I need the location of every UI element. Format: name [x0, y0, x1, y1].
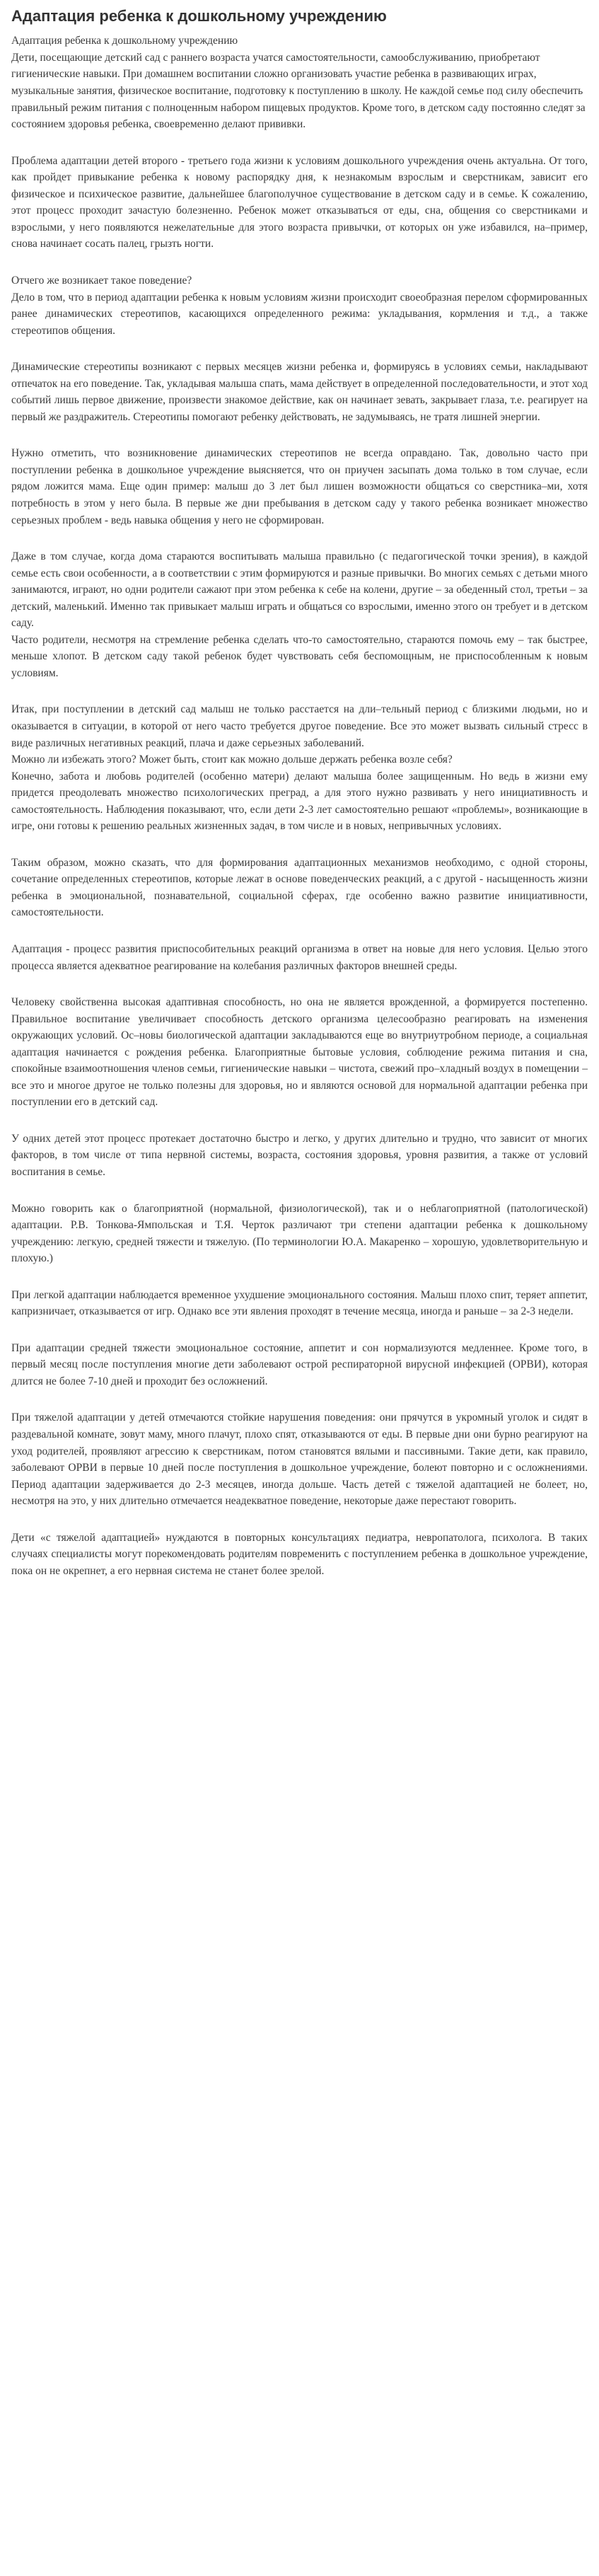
paragraph-gap	[11, 1390, 588, 1409]
paragraph: Таким образом, можно сказать, что для формирования адаптационных механизмов необходимо, с одной стороны, сочетание определенных стереотипов, которые лежат в основе поведенческих реакций, а с другой - насыщенность жизни ребенка в эмоциональной, познавательной, социальной сферах, где особенно важно развитие инициативности, самостоятельности.	[11, 856, 588, 919]
paragraph-gap	[11, 133, 588, 153]
paragraph-gap	[11, 529, 588, 548]
paragraph-gap	[11, 681, 588, 701]
paragraph: Динамические стереотипы возникают с первых месяцев жизни ребенка и, формируясь в условиях семьи, накладывают отпечаток на его поведение. Так, укладывая малыша спать, мама действует в определенной последовательности, и этот ход событий лишь первое движение, произвести знакомое действие, как он начинает зевать, закрывает глаза, т.е. реагирует на первый же раздражитель. Стереотипы помогают ребенку действовать, не задумываясь, не тратя лишней энергии.	[11, 361, 588, 423]
article-subtitle: Адаптация ребенка к дошкольному учреждению	[11, 35, 238, 47]
paragraph-gap	[11, 1111, 588, 1131]
paragraph-block	[11, 1131, 588, 1181]
article-body	[11, 50, 588, 1579]
paragraph: Конечно, забота и любовь родителей (особенно матери) делают малыша более защищенным. Но ведь в жизни ему придется преодолевать множество психологических преград, а для этого нужно развивать у него инициативность и самостоятельность. Наблюдения показывают, что, если дети 2-3 лет самостоятельно решают «проблемы», возникающие в игре, они готовы к решению реальных жизненных задач, в том числе и в новых, непривычных условиях.	[11, 770, 588, 833]
paragraph-gap	[11, 1181, 588, 1201]
paragraph-block	[11, 1340, 588, 1390]
paragraph-gap	[11, 1320, 588, 1340]
paragraph: Можно говорить как о благоприятной (нормальной, физиологической), так и о неблагоприятной (патологической) адаптации. Р.В. Тонкова-Ямпольская и Т.Я. Черток различают три степени адаптации ребенка к дошкольному учреждению: легкую, средней тяжести и тяжелую. (По терминологии Ю.А. Макаренко – хорошую, удовлетворительную и плохую.)	[11, 1202, 588, 1265]
paragraph: Отчего же возникает такое поведение?	[11, 274, 192, 287]
paragraph: Дети, посещающие детский сад с раннего возраста учатся самостоятельности, самообслуживанию, приобретают гигиенические навыки. При домашнем воспитании сложно организовать участие ребенка в развивающих играх, музыкальные занятия, физическое воспитание, подготовку к поступлению в школу. Не каждой семье под силу обеспечить правильный режим питания с полноценным набором пищевых продуктов. Кроме того, в детском саду постоянно следят за состоянием здоровья ребенка, своевременно делают прививки.	[11, 51, 586, 131]
paragraph: Человеку свойственна высокая адаптивная способность, но она не является врожденной, а формируется постепенно. Правильное воспитание увеличивает способность детского организма целесообразно реагировать на изменения окружающих условий. Ос–новы биологической адаптации закладываются еще во внутриутробном периоде, а социальная адаптация начинается с рождения ребенка. Благоприятные бытовые условия, соблюдение режима питания и сна, спокойные взаимоотношения членов семьи, гигиенические навыки – чистота, свежий про–хладный воздух в помещении – все это и многое другое не только полезны для здоровья, но и являются основой для нормальной адаптации ребенка при поступлении его в детский сад.	[11, 996, 588, 1109]
paragraph-block	[11, 1530, 588, 1580]
paragraph: Даже в том случае, когда дома стараются воспитывать малыша правильно (с педагогической точки зрения), в каждой семье есть свои особенности, а в соответствии с этим формируются и разные привычки. Во многих семьях с детьми много занимаются, играют, но одни родители сажают при этом ребенка к себе на колени, другие – за обеденный стол, третьи – за детский, маленький. Именно так привыкает малыш играть и общаться со взрослыми, именно этого он требует и в детском саду.	[11, 550, 588, 630]
paragraph: Дело в том, что в период адаптации ребенка к новым условиям жизни происходит своеобразная перелом сформированных ранее динамических стереотипов, касающихся определенного режима: укладывания, кормления и т.д., а также стереотипов общения.	[11, 291, 588, 337]
paragraph-gap	[11, 835, 588, 855]
paragraph: При легкой адаптации наблюдается временное ухудшение эмоционального состояния. Малыш плохо спит, теряет аппетит, капризничает, отказывается от игр. Однако все эти явления проходят в течение месяца, иногда и раньше – за 2-3 недели.	[11, 1288, 588, 1318]
paragraph-gap	[11, 921, 588, 941]
paragraph-block	[11, 994, 588, 1111]
paragraph-block	[11, 1409, 588, 1509]
paragraph: Итак, при поступлении в детский сад малыш не только расстается на дли–тельный период с близкими людьми, но и оказывается в ситуации, в которой от него часто требуется другое поведение. Все это может вызвать сильный стресс в виде различных негативных реакций, плача и даже серьезных заболеваний.	[11, 703, 588, 749]
paragraph-block	[11, 272, 588, 339]
paragraph-block	[11, 1201, 588, 1267]
paragraph: Проблема адаптации детей второго - третьего года жизни к условиям дошкольного учреждения очень актуальна. От того, как пройдет привыкание ребенка к новому распорядку дня, к незнакомым взрослым и сверстникам, зависит его физическое и психическое развитие, дальнейшее благополучное существование в детском саду и в семье. К сожалению, этот процесс проходит зачастую болезненно. Ребенок может отказываться от еды, сна, общения со сверстниками и взрослыми, у него появляются нежелательные для этого возраста привычки, от которых он уже избавился, на–пример, снова начинает сосать палец, грызть ногти.	[11, 154, 588, 250]
paragraph-block	[11, 153, 588, 253]
paragraph: Дети «с тяжелой адаптацией» нуждаются в повторных консультациях педиатра, невропатолога, психолога. В таких случаях специалисты могут порекомендовать родителям повременить с поступлением ребенка в дошкольное учреждение, пока он не окрепнет, а его нервная система не станет более зрелой.	[11, 1531, 588, 1577]
paragraph-block	[11, 1287, 588, 1320]
paragraph-gap	[11, 1267, 588, 1287]
paragraph: При адаптации средней тяжести эмоциональное состояние, аппетит и сон нормализуются медленнее. Кроме того, в первый месяц после поступления многие дети заболевают острой респираторной вирусной инфекцией (ОРВИ), которая длится не более 7-10 дней и проходит без осложнений.	[11, 1341, 588, 1387]
paragraph-block	[11, 941, 588, 974]
paragraph-block	[11, 548, 588, 681]
paragraph-gap	[11, 1510, 588, 1530]
paragraph-block	[11, 445, 588, 529]
paragraph-block	[11, 50, 588, 133]
paragraph: При тяжелой адаптации у детей отмечаются стойкие нарушения поведения: они прячутся в укромный уголок и сидят в раздевальной комнате, зовут маму, много плачут, плохо спят, отказываются от еды. В первые дни они бурно реагируют на уход родителей, проявляют агрессию к сверстникам, потом становятся вялыми и пассивными. Такие дети, как правило, заболевают ОРВИ в первые 10 дней после поступления в дошкольное учреждение, болеют повторно и с осложнениями. Период адаптации задерживается до 2-3 месяцев, иногда дольше. Часть детей с тяжелой адаптацией не болеет, но, несмотря на это, у них длительно отмечается неадекватное поведение, некоторые даже перестают говорить.	[11, 1411, 588, 1508]
paragraph: У одних детей этот процесс протекает достаточно быстро и легко, у других длительно и трудно, что зависит от многих факторов, в том числе от типа нервной системы, возраста, состояния здоровья, уровня развития, а также от условий воспитания в семье.	[11, 1132, 588, 1179]
paragraph: Адаптация - процесс развития приспособительных реакций организма в ответ на новые для него условия. Целью этого процесса является адекватное реагирование на колебания различных факторов внешней среды.	[11, 943, 588, 972]
article-title: Адаптация ребенка к дошкольному учреждению	[11, 7, 387, 25]
paragraph: Нужно отметить, что возникновение динамических стереотипов не всегда оправдано. Так, довольно часто при поступлении ребенка в дошкольное учреждение выясняется, что он приучен засыпать дома только в том случае, если рядом ложится мама. Еще один пример: малыш до 3 лет был лишен возможности общаться со сверстника–ми, хотя потребность в этом у него была. В первые же дни пребывания в детском саду у такого ребенка возникает множество серьезных проблем - ведь навыка общения у него не сформирован.	[11, 447, 588, 526]
paragraph-gap	[11, 425, 588, 445]
paragraph-gap	[11, 974, 588, 994]
paragraph-gap	[11, 339, 588, 359]
paragraph-gap	[11, 253, 588, 272]
paragraph: Можно ли избежать этого? Может быть, стоит как можно дольше держать ребенка возле себя?	[11, 753, 453, 766]
paragraph: Часто родители, несмотря на стремление ребенка сделать что-то самостоятельно, стараются помочь ему – так быстрее, меньше хлопот. В детском саду такой ребенок будет чувствовать себя беспомощным, не приспособленным к новым условиям.	[11, 633, 588, 679]
paragraph-block	[11, 359, 588, 425]
paragraph-block	[11, 701, 588, 834]
paragraph-block	[11, 855, 588, 921]
